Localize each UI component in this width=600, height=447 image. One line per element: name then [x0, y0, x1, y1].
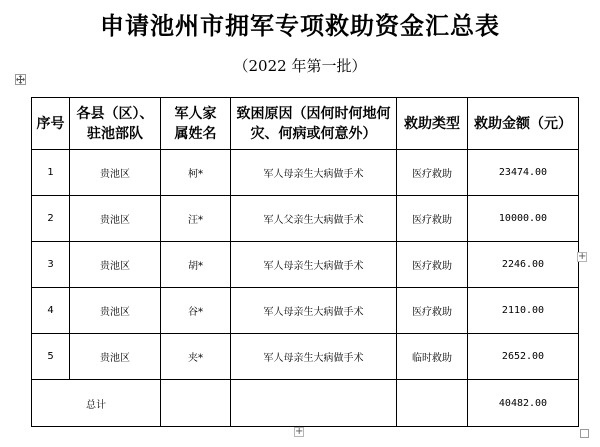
cell-amount: 2652.00: [468, 334, 579, 380]
cell-amount: 10000.00: [468, 196, 579, 242]
add-column-icon[interactable]: +: [578, 251, 587, 262]
total-label: 总计: [86, 399, 106, 411]
cell-amount: 2110.00: [468, 288, 579, 334]
cell-type: 医疗救助: [397, 196, 468, 242]
table-resize-icon[interactable]: [580, 429, 589, 438]
cell-type: 医疗救助: [397, 288, 468, 334]
cell-county: 贵池区: [70, 196, 161, 242]
cell-seq: 3: [32, 242, 70, 288]
aid-summary-table: [31, 97, 579, 427]
header-reason-line1: 致困原因（因何时何地何: [236, 105, 391, 122]
cell-empty: [161, 380, 231, 427]
cell-empty: [397, 380, 468, 427]
cell-seq: 5: [32, 334, 70, 380]
table-row: [32, 242, 579, 288]
cell-seq: 2: [32, 196, 70, 242]
table-row: [32, 196, 579, 242]
header-name-line1: 军人家: [174, 105, 217, 122]
page-title: 申请池州市拥军专项救助资金汇总表: [100, 11, 500, 40]
cell-reason: 军人父亲生大病做手术: [231, 196, 397, 242]
cell-county: 贵池区: [70, 150, 161, 196]
cell-amount: 23474.00: [468, 150, 579, 196]
header-seq: 序号: [32, 98, 70, 150]
header-name-line2: 属姓名: [174, 125, 217, 142]
header-reason-line2: 灾、何病或何意外）: [250, 125, 377, 142]
header-county-line2: 驻池部队: [87, 125, 143, 142]
cell-empty: [231, 380, 397, 427]
add-row-icon[interactable]: +: [295, 426, 304, 437]
table-row: [32, 334, 579, 380]
header-county-line1: 各县（区）、: [76, 105, 154, 122]
header-type: 救助类型: [397, 98, 468, 150]
cell-name: 谷*: [161, 288, 231, 334]
cell-county: 贵池区: [70, 288, 161, 334]
cell-total-label: [32, 380, 161, 427]
cell-seq: 4: [32, 288, 70, 334]
table-row: [32, 150, 579, 196]
cell-reason: 军人母亲生大病做手术: [231, 288, 397, 334]
cell-name: 胡*: [161, 242, 231, 288]
cell-type: 医疗救助: [397, 150, 468, 196]
page-subtitle: （2022 年第一批）: [233, 57, 367, 75]
header-amount: 救助金额（元）: [468, 98, 579, 150]
cell-seq: 1: [32, 150, 70, 196]
cell-total-amount: 40482.00: [468, 380, 579, 427]
cell-name: 汪*: [161, 196, 231, 242]
cell-reason: 军人母亲生大病做手术: [231, 334, 397, 380]
header-reason: [231, 98, 397, 150]
cell-name: 夹*: [161, 334, 231, 380]
table-move-icon[interactable]: [15, 74, 26, 85]
cell-reason: 军人母亲生大病做手术: [231, 242, 397, 288]
cell-reason: 军人母亲生大病做手术: [231, 150, 397, 196]
cell-type: 临时救助: [397, 334, 468, 380]
header-name: [161, 98, 231, 150]
table-row: [32, 288, 579, 334]
cell-name: 柯*: [161, 150, 231, 196]
header-county: [70, 98, 161, 150]
table-total-row: [32, 380, 579, 427]
cell-county: 贵池区: [70, 242, 161, 288]
cell-type: 医疗救助: [397, 242, 468, 288]
cell-amount: 2246.00: [468, 242, 579, 288]
cell-county: 贵池区: [70, 334, 161, 380]
table-header-row: [32, 98, 579, 150]
